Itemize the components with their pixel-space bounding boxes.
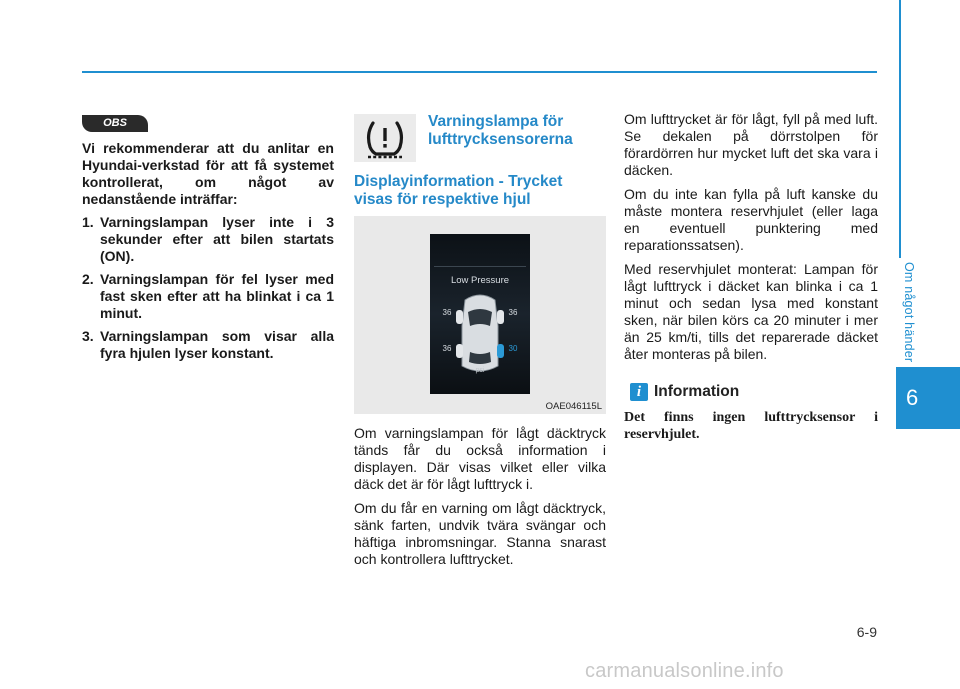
side-tab-label: Om något händer <box>896 258 916 396</box>
obs-list <box>82 214 334 362</box>
value-front-left: 36 <box>442 308 452 317</box>
cluster-display <box>354 216 606 414</box>
paragraph: Med reservhjulet monterat: Lampan för lågt lufttryck i däcket kan blinka i ca 1 minut och sedan lysa med konstant sken, när bilen körs ca 20 minuter i mer än 25 km/ti, tills det reparerade däcket åter monteras på bilen. <box>624 261 878 362</box>
info-title: Information <box>654 383 740 400</box>
page-number: 6-9 <box>856 624 877 640</box>
col3-body <box>624 111 878 370</box>
figure-code: OAE046115L <box>545 401 602 412</box>
list-item: 2. Varningslampan för fel lyser med fast sken efter att ha blinkat i ca 1 minut. <box>82 271 334 321</box>
tire-front-right <box>497 310 504 324</box>
tire-rear-left <box>456 344 463 358</box>
unit-label: psi <box>475 367 485 374</box>
info-heading <box>630 383 739 401</box>
footer-watermark: carmanualsonline.info <box>585 660 784 682</box>
value-rear-right: 30 <box>508 344 518 353</box>
chapter-number: 6 <box>896 367 960 429</box>
col2-body <box>354 425 606 575</box>
paragraph: Om du inte kan fylla på luft kanske du måste montera reservhjulet (eller laga en eventuell punktering med reparationssatsen). <box>624 186 878 253</box>
display-figure <box>354 216 606 414</box>
tire-rear-right <box>497 344 504 358</box>
paragraph: Om varningslampan för lågt däcktryck tänds får du också information i displayen. Där visas vilket eller vilka däck det är för lågt lufttryck i. <box>354 425 606 492</box>
value-front-right: 36 <box>508 308 518 317</box>
info-text: Det finns ingen lufttrycksensor i reservhjulet. <box>624 410 878 442</box>
section-title: Varningslampa för lufttrycksensorerna <box>428 113 573 148</box>
info-icon: i <box>630 383 648 401</box>
obs-intro: Vi rekommenderar att du anlitar en Hyundai-verkstad för att få systemet kontrollerat, om något av nedanstående inträffar: <box>82 140 334 207</box>
list-item: 1. Varningslampan lyser inte i 3 sekunder efter att bilen startats (ON). <box>82 214 334 264</box>
display-title: Low Pressure <box>450 275 510 286</box>
section-subtitle: Displayinformation - Trycket visas för respektive hjul <box>354 173 563 208</box>
obs-note <box>82 140 334 368</box>
side-tab <box>892 0 960 689</box>
list-item: 3. Varningslampan som visar alla fyra hjulen lyser konstant. <box>82 328 334 361</box>
obs-badge: OBS <box>82 115 148 132</box>
tire-pressure-warning-icon <box>354 114 416 162</box>
value-rear-left: 36 <box>442 344 452 353</box>
tire-front-left <box>456 310 463 324</box>
top-rule <box>82 71 877 73</box>
paragraph: Om lufttrycket är för lågt, fyll på med luft. Se dekalen på dörrstolpen för förardörren hur mycket luft det ska vara i däcken. <box>624 111 878 178</box>
paragraph: Om du får en varning om lågt däcktryck, sänk farten, undvik tvära svängar och häftiga inbromsningar. Stanna snarast och kontrollera lufttrycket. <box>354 500 606 567</box>
